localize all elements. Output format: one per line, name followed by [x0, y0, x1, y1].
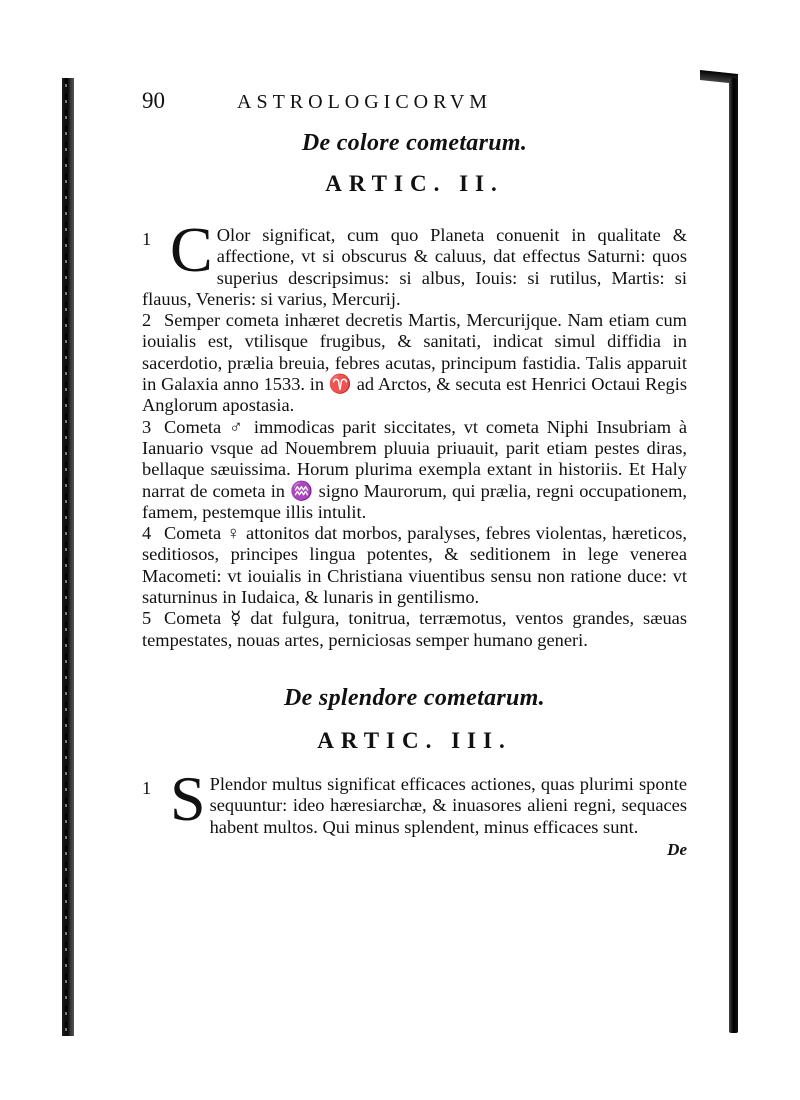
drop-cap: S — [170, 762, 206, 834]
paragraph-text: Plendor multus significat efficaces actiones, quas plurimi sponte sequuntur: ideo hæresiarchæ, & inuasores alieni regni, sequaces habent multos. Qui minus splendent, minus efficaces sunt. — [209, 773, 687, 837]
article-heading-2: ARTIC. II. — [325, 171, 504, 196]
paragraph-number: 4 — [142, 523, 152, 544]
paragraph-5 — [142, 608, 687, 651]
paragraph-number: 1 — [142, 777, 152, 798]
running-head — [142, 88, 687, 120]
paragraph-1 — [142, 214, 687, 310]
drop-cap: C — [170, 214, 213, 285]
paragraph-text: Olor significat, cum quo Planeta conuenit in qualitate & affectione, vt si obscurus & caluus, dat effectus Saturni: quos superius descripsimus: si albus, Iouis: si rutilus, Martis: si flauus, Veneris: si varius, Mercurij. — [142, 225, 687, 309]
paragraph-text: Cometa ☿ dat fulgura, tonitrua, terræmotus, ventos grandes, sæuas tempestates, nouas artes, perniciosas semper humano generi. — [142, 608, 687, 650]
paragraph-number: 5 — [142, 608, 152, 629]
page-number: 90 — [142, 88, 165, 113]
article-heading-3: ARTIC. III. — [317, 727, 512, 753]
paragraph-text: Semper cometa inhæret decretis Martis, Mercurijque. Nam etiam cum iouialis est, vtilisque frugibus, & sanitati, indicat simul diffidia in sacerdotio, prælia breuia, febres acutas, principum fastidia. Talis apparuit in Galaxia anno 1533. in ♈ ad Arctos, & secuta est Henrici Octaui Regis Anglorum apostasia. — [142, 310, 687, 416]
section-title-splendore: De splendore cometarum. — [284, 684, 545, 711]
section-title-colore: De colore cometarum. — [301, 130, 528, 156]
paragraph-number: 3 — [142, 416, 152, 437]
paragraph-number: 2 — [142, 310, 152, 331]
article-2-body — [142, 214, 687, 651]
paragraph-text: Cometa ♀ attonitos dat morbos, paralyses, febres violentas, hæreticos, seditiosos, principes lingua potentes, & seditionem in lege venerea Macometi: vt iouialis in Christiana viuentibus sensu non ratione duce: vt saturninus in Iudaica, & lunaris in gentilismo. — [142, 523, 687, 608]
book-page — [142, 88, 687, 860]
page-edge-shadow — [729, 78, 738, 1033]
article-3-body — [142, 762, 687, 838]
book-spine-shadow — [62, 78, 74, 1036]
paragraph-2 — [142, 310, 687, 416]
running-title: ASTROLOGICORVM — [237, 91, 493, 113]
paragraph-4 — [142, 523, 687, 608]
paragraph-number: 1 — [142, 229, 152, 249]
paragraph-3 — [142, 417, 687, 523]
paragraph-1 — [142, 762, 687, 838]
paragraph-text: Cometa ♂ immodicas parit siccitates, vt cometa Niphi Insubriam à Ianuario vsque ad Nouembrem pluuia priuauit, parit etiam pestes diras, bellaque sæuissima. Horum plurima exempla extant in historiis. Et Haly narrat de cometa in ♒ signo Maurorum, qui prælia, regni occupationem, famem, pestemque illis intulit. — [142, 416, 687, 522]
catchword: De — [667, 839, 687, 859]
